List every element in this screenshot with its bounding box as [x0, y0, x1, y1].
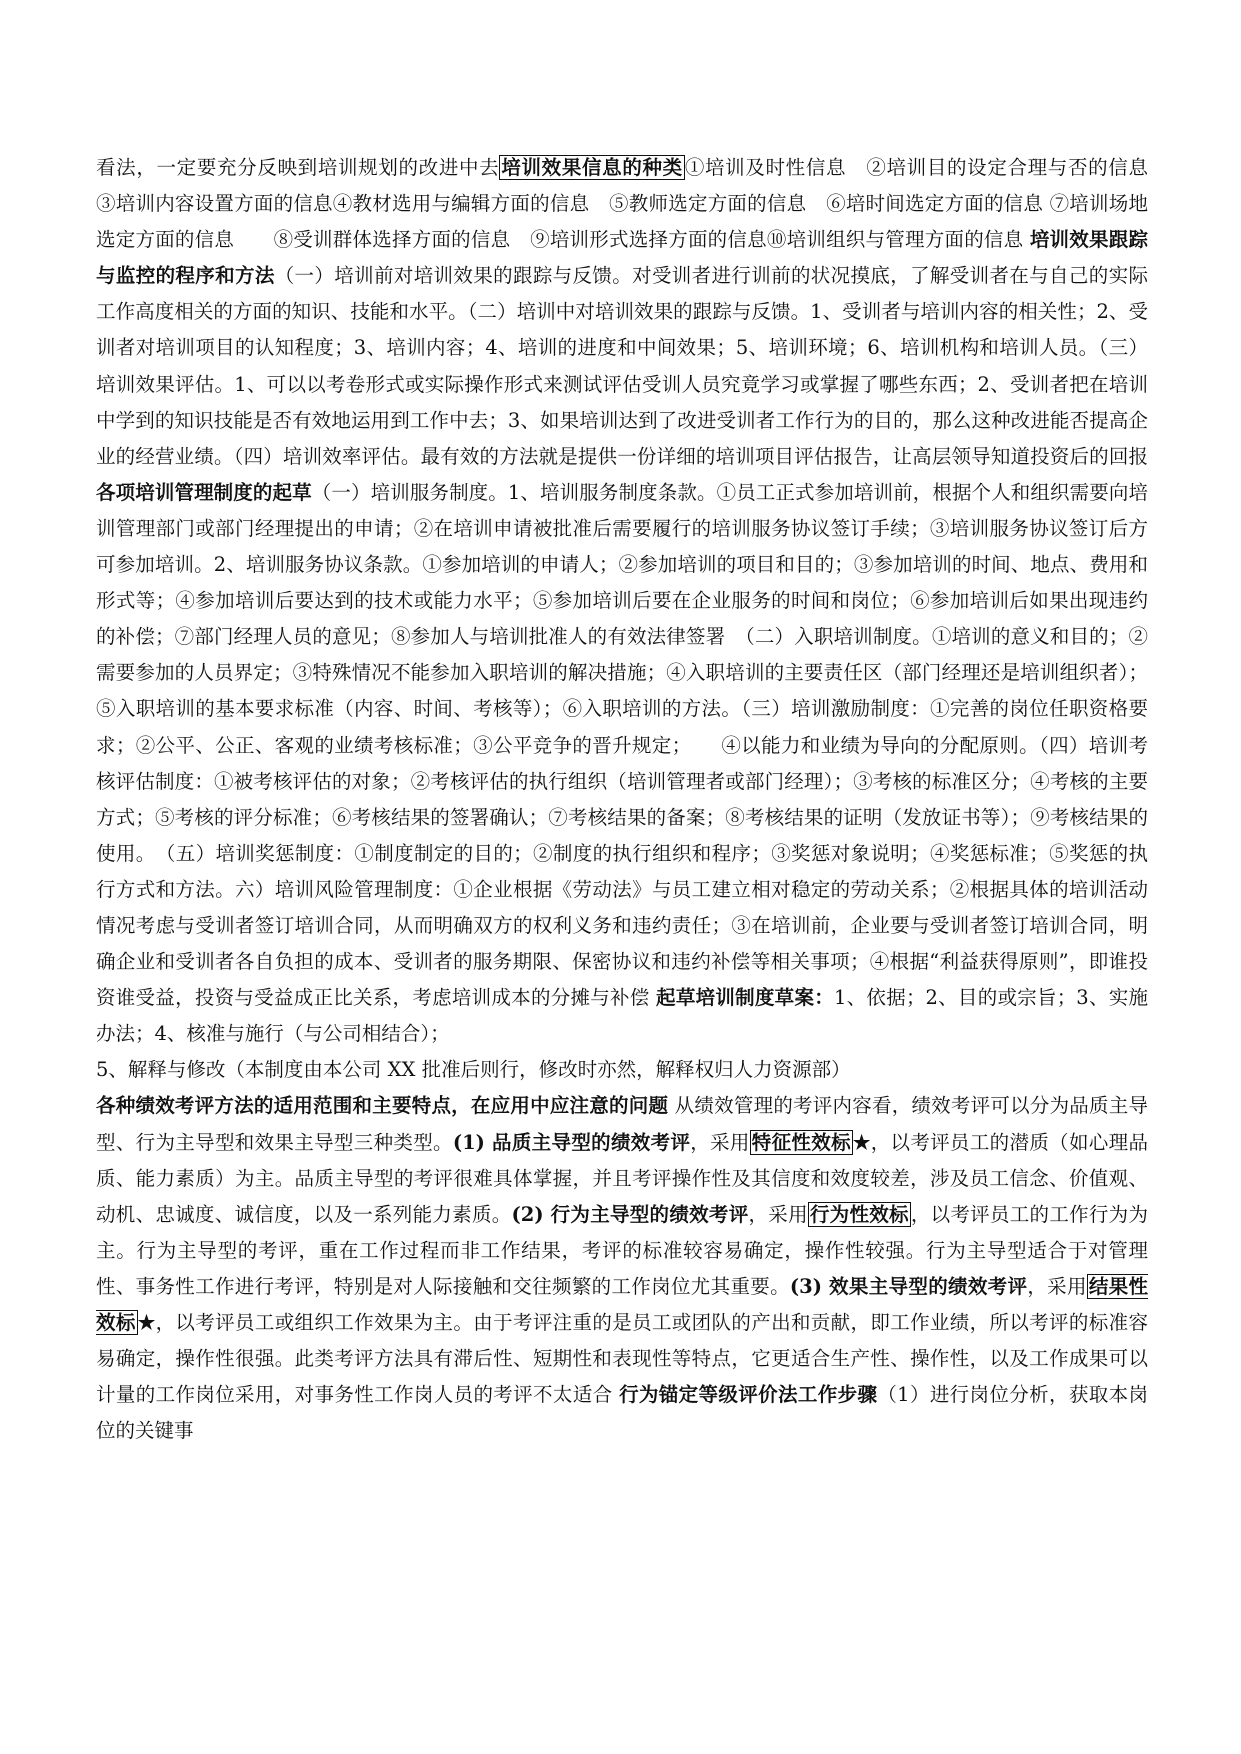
- paragraph-interpretation: [96, 1052, 1148, 1088]
- body-text: ①培训及时性信息 ②培训目的设定合理与否的信息 ③培训内容设置方面的信息④教材选用与编辑方面的信息 ⑤教师选定方面的信息 ⑥培时间选定方面的信息 ⑦培训场地选定方面的信息 ⑧受训群体选择方面的信息 ⑨培训形式选择方面的信息⑩培训组织与管理方面的信息: [96, 156, 1168, 252]
- boxed-heading-text: 行为性效标: [809, 1202, 909, 1226]
- body-text: （1）进行岗位分析，获取本岗位的关键事: [96, 1383, 1148, 1443]
- paragraph-performance-appraisal: [96, 1088, 1148, 1449]
- body-text: ，以考评员工或组织工作效果为主。由于考评注重的是员工或团队的产出和贡献，即工作业绩，所以考评的标准容易确定，操作性很强。此类考评方法具有滞后性、短期性和表现性等特点，它更适合生产性、操作性，以及工作成果可以计量的工作岗位采用，对事务性工作岗人员的考评不太适合: [96, 1311, 1148, 1407]
- body-text: （一）培训前对培训效果的跟踪与反馈。对受训者进行训前的状况摸底，了解受训者在与自己的实际工作高度相关的方面的知识、技能和水平。（二）培训中对培训效果的跟踪与反馈。1、受训者与培训内容的相关性；2、受训者对培训项目的认知程度；3、培训内容；4、培训的进度和中间效果；5、培训环境；6、培训机构和培训人员。（三）培训效果评估。1、可以以考卷形式或实际操作形式来测试评估受训人员究竟学习或掌握了哪些东西；2、受训者把在培训中学到的知识技能是否有效地运用到工作中去；3、如果培训达到了改进受训者工作行为的目的，那么这种改进能否提高企业的经营业绩。（四）培训效率评估。最有效的方法就是提供一份详细的培训项目评估报告，让高层领导知道投资后的回报: [96, 264, 1148, 468]
- bold-heading-text: 各项培训管理制度的起草: [96, 480, 312, 504]
- body-text: ，采用: [690, 1130, 750, 1154]
- bold-heading-text: 起草培训制度草案：: [656, 986, 834, 1010]
- bold-heading-text: 行为锚定等级评价法工作步骤: [619, 1383, 878, 1407]
- bold-heading-text: ★: [852, 1130, 871, 1154]
- body-text: ，以考评员工的潜质（如心理品质、能力素质）为主。品质主导型的考评很难具体掌握，并且考评操作性及其信度和效度较差，涉及员工信念、价值观、动机、忠诚度、诚信度，以及一系列能力素质。: [96, 1130, 1148, 1226]
- body-text: ，以考评员工的工作行为为主。行为主导型的考评，重在工作过程而非工作结果，考评的标准较容易确定，操作性较强。行为主导型适合于对管理性、事务性工作进行考评，特别是对人际接触和交往频繁的工作岗位尤其重要。: [96, 1202, 1148, 1298]
- body-text: ，采用: [1027, 1274, 1087, 1298]
- document-body: [96, 150, 1168, 1449]
- boxed-heading-text: 培训效果信息的种类: [501, 156, 683, 179]
- body-text: 从绩效管理的考评内容看，绩效考评可以分为品质主导型、行为主导型和效果主导型三种类型。: [96, 1094, 1148, 1154]
- bold-heading-text: (2) 行为主导型的绩效考评: [511, 1202, 749, 1226]
- bold-heading-text: 培训效果跟踪与监控的程序和方法: [96, 228, 1148, 288]
- body-text: （一）培训服务制度。1、培训服务制度条款。①员工正式参加培训前，根据个人和组织需要向培训管理部门或部门经理提出的申请；②在培训申请被批准后需要履行的培训服务协议签订手续；③培训服务协议签订后方可参加培训。2、培训服务协议条款。①参加培训的申请人；②参加培训的项目和目的；③参加培训的时间、地点、费用和形式等；④参加培训后要达到的技术或能力水平；⑤参加培训后要在企业服务的时间和岗位；⑥参加培训后如果出现违约的补偿；⑦部门经理人员的意见；⑧参加人与培训批准人的有效法律签署 （二）入职培训制度。①培训的意义和目的；②需要参加的人员界定；③特殊情况不能参加入职培训的解决措施；④入职培训的主要责任区（部门经理还是培训组织者）；⑤入职培训的基本要求标准（内容、时间、考核等）；⑥入职培训的方法。（三）培训激励制度：①完善的岗位任职资格要求；②公平、公正、客观的业绩考核标准；③公平竞争的晋升规定； ④以能力和业绩为导向的分配原则。（四）培训考核评估制度：①被考核评估的对象；②考核评估的执行组织（培训管理者或部门经理）；③考核的标准区分；④考核的主要方式；⑤考核的评分标准；⑥考核结果的签署确认；⑦考核结果的备案；⑧考核结果的证明（发放证书等）；⑨考核结果的使用。 （五）培训奖惩制度：①制度制定的目的；②制度的执行组织和程序；③奖惩对象说明；④奖惩标准；⑤奖惩的执行方式和方法。六）培训风险管理制度：①企业根据《劳动法》与员工建立相对稳定的劳动关系；②根据具体的培训活动情况考虑与受训者签订培训合同，从而明确双方的权利义务和违约责任；③在培训前，企业要与受训者签订培训合同，明确企业和受训者各自负担的成本、受训者的服务期限、保密协议和违约补偿等相关事项；④根据“利益获得原则”，即谁投资谁受益，投资与受益成正比关系，考虑培训成本的分摊与补偿: [96, 480, 1148, 1010]
- boxed-heading-text: 结果性效标: [96, 1274, 1148, 1334]
- bold-heading-text: (3) 效果主导型的绩效考评: [789, 1274, 1028, 1298]
- body-text: 1、依据；2、目的或宗旨；3、实施办法；4、核准与施行（与公司相结合）；: [96, 986, 1148, 1046]
- body-text: 5、解释与修改（本制度由本公司 XX 批准后则行，修改时亦然，解释权归人力资源部）: [96, 1058, 851, 1082]
- paragraph-training-effect: [96, 150, 1168, 1052]
- boxed-heading-text: 特征性效标: [751, 1130, 851, 1154]
- body-text: 看法，一定要充分反映到培训规划的改进中去: [96, 156, 500, 179]
- bold-heading-text: ★: [137, 1311, 156, 1334]
- bold-heading-text: (1) 品质主导型的绩效考评: [452, 1130, 691, 1154]
- bold-heading-text: 各种绩效考评方法的适用范围和主要特点，在应用中应注意的问题: [96, 1094, 669, 1118]
- body-text: ，采用: [748, 1202, 808, 1226]
